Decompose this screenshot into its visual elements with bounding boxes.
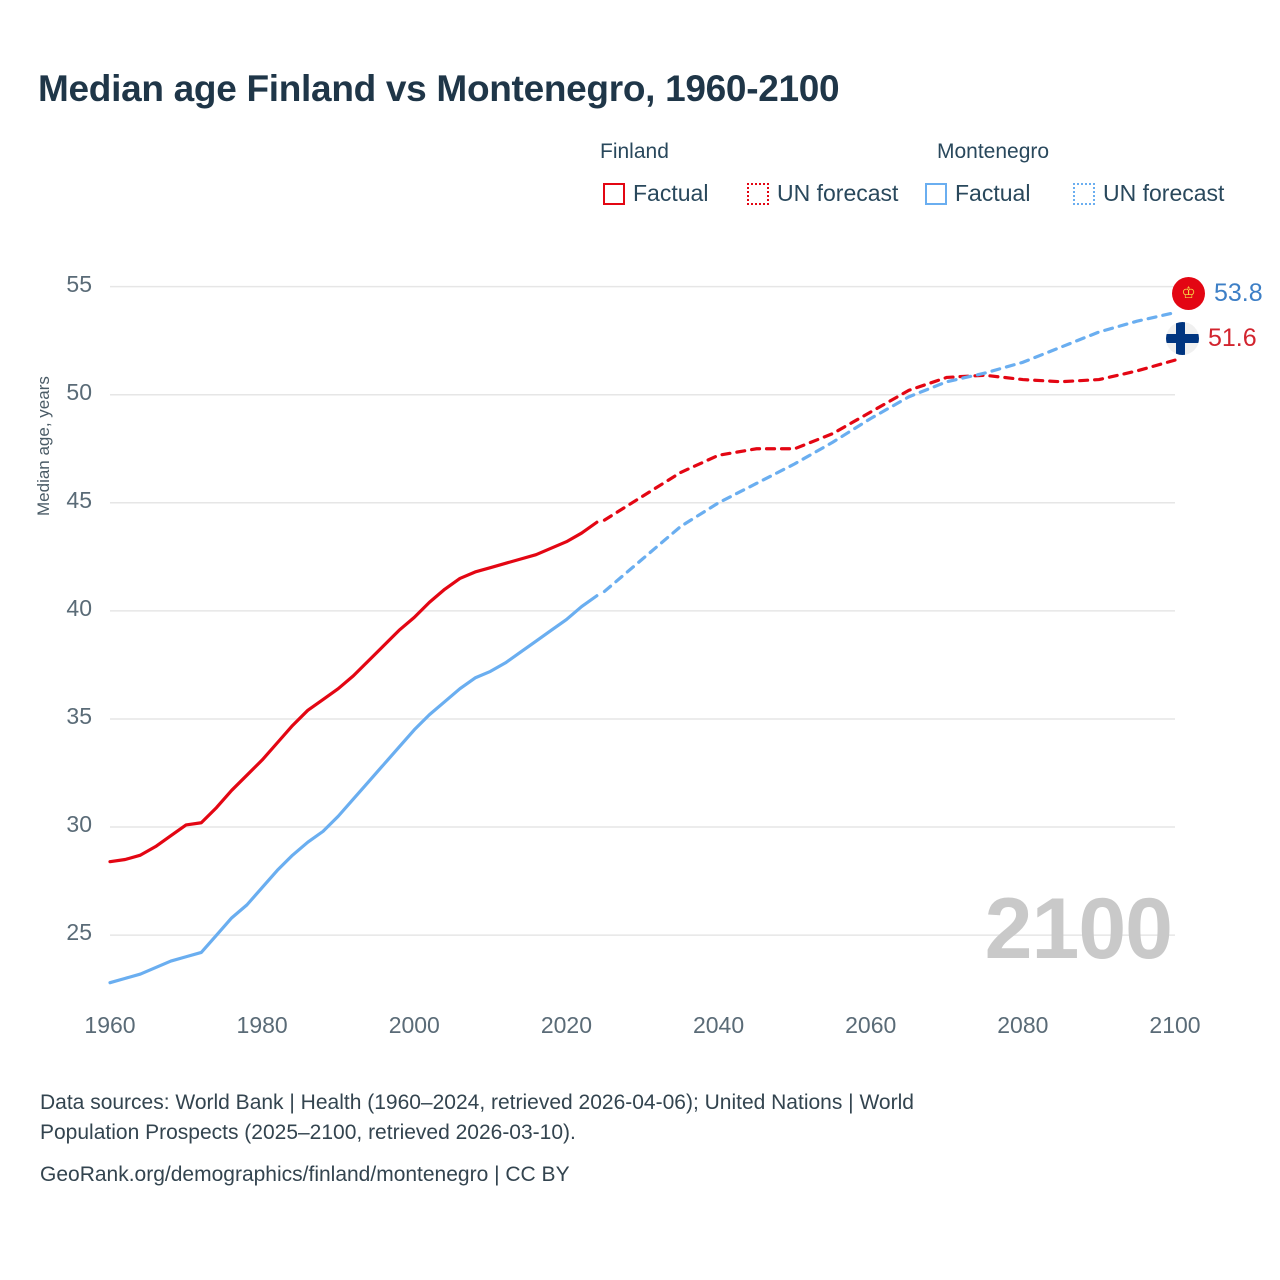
legend-country-montenegro: Montenegro xyxy=(937,140,1050,163)
y-tick-label: 45 xyxy=(66,486,92,513)
y-axis-label: Median age, years xyxy=(34,376,53,516)
y-tick-label: 40 xyxy=(66,594,92,621)
legend-country-finland: Finland xyxy=(600,140,669,163)
legend-label-montenegro-forecast: UN forecast xyxy=(1103,180,1225,206)
series-line-montenegro-factual xyxy=(110,596,597,983)
series-line-finland-un-forecast xyxy=(604,360,1175,520)
footer-url[interactable]: GeoRank.org/demographics/finland/montenegro | CC BY xyxy=(40,1162,570,1186)
year-watermark: 2100 xyxy=(984,881,1172,977)
legend-label-finland-forecast: UN forecast xyxy=(777,180,899,206)
series-line-finland-factual xyxy=(110,522,597,861)
footer-sources-line2: Population Prospects (2025–2100, retrieved 2026-03-10). xyxy=(40,1121,576,1145)
y-tick-label: 30 xyxy=(66,811,92,838)
x-tick-label: 1980 xyxy=(236,1012,288,1038)
y-tick-label: 55 xyxy=(66,270,92,297)
montenegro-flag-icon: ♔ xyxy=(1172,277,1205,310)
footer-sources-line1: Data sources: World Bank | Health (1960–2024, retrieved 2026-04-06); United Nations | World xyxy=(40,1091,914,1114)
page-title: Median age Finland vs Montenegro, 1960-2100 xyxy=(38,68,840,109)
x-tick-label: 2020 xyxy=(540,1012,592,1038)
end-label-finland xyxy=(1166,322,1257,355)
y-tick-label: 25 xyxy=(66,919,92,946)
x-tick-label: 2060 xyxy=(845,1012,897,1038)
end-value-montenegro: 53.8 xyxy=(1214,279,1263,307)
end-label-montenegro xyxy=(1172,277,1263,310)
finland-flag-icon xyxy=(1166,322,1199,355)
end-value-finland: 51.6 xyxy=(1208,324,1257,352)
y-tick-label: 35 xyxy=(66,702,92,729)
x-tick-label: 1960 xyxy=(84,1012,136,1038)
series-line-montenegro-un-forecast xyxy=(604,313,1175,592)
x-tick-label: 2100 xyxy=(1149,1012,1201,1038)
x-tick-label: 2040 xyxy=(692,1012,745,1038)
y-tick-label: 50 xyxy=(66,378,92,405)
x-tick-label: 2000 xyxy=(388,1012,440,1038)
footer xyxy=(40,1088,1200,1190)
x-tick-label: 2080 xyxy=(997,1012,1049,1038)
legend-label-montenegro-factual: Factual xyxy=(955,180,1031,206)
legend-label-finland-factual: Factual xyxy=(633,180,709,206)
